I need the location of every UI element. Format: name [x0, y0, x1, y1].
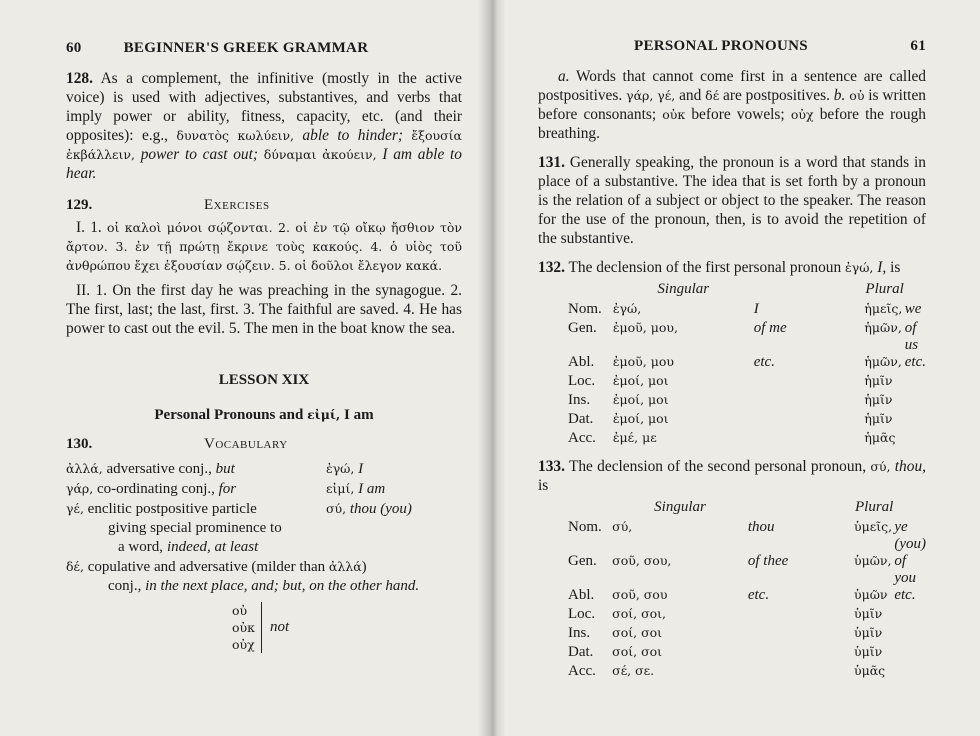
- greek-word: οὐ: [845, 88, 865, 103]
- declension-row: [568, 301, 926, 320]
- plural-translation: of you: [894, 553, 917, 586]
- section-130-heading: [66, 436, 462, 453]
- negative-meaning: not: [269, 619, 290, 635]
- singular-form: ἐμοῦ, μου: [612, 354, 674, 369]
- lesson-subtitle: [66, 407, 462, 424]
- case-label: Ins.: [568, 392, 591, 408]
- translation: able to hinder;: [294, 127, 412, 144]
- greek-word: γάρ, γέ,: [626, 88, 676, 103]
- negative-form: οὐκ: [232, 620, 255, 635]
- singular-form: σοῦ, σου,: [612, 553, 672, 568]
- vocab-greek: γέ,: [66, 501, 84, 516]
- section-text: is: [886, 259, 901, 276]
- translation: thou,: [890, 458, 926, 475]
- note-text: are postpositives.: [719, 87, 834, 104]
- note-text: and: [675, 87, 706, 104]
- singular-form: σοῦ, σου: [612, 587, 668, 602]
- section-129-heading: [66, 197, 462, 214]
- vocab-greek: ἀλλά,: [66, 461, 103, 476]
- note-label: b.: [833, 87, 846, 104]
- plural-form: ὑμῖν: [854, 644, 883, 659]
- plural-form: ὑμᾶς: [854, 663, 886, 678]
- section-132: [538, 258, 926, 277]
- singular-form: σοί, σοι,: [612, 606, 667, 621]
- singular-translation: etc.: [747, 587, 770, 603]
- vocab-gloss: adversative conj.,: [102, 461, 216, 477]
- translation: I am able to hear.: [66, 146, 463, 182]
- vocab-row: [66, 459, 462, 479]
- greek-example: ἔξουσία ἐκβάλλειν,: [66, 128, 462, 162]
- singular-form: ἐμέ, με: [612, 430, 657, 445]
- section-number: 129.: [66, 197, 93, 213]
- singular-form: ἐμοῦ, μου,: [612, 320, 678, 335]
- vocab-gloss: co-ordinating conj.,: [93, 481, 219, 497]
- plural-form: ἡμεῖς,: [864, 301, 903, 316]
- case-label: Ins.: [568, 625, 591, 641]
- subtitle-greek: εἰμί,: [307, 407, 341, 422]
- singular-form: σέ, σε.: [612, 663, 655, 678]
- exercise-part-2: II. 1. On the first day he was preaching in the synagogue. 2. The first, last; the last, first. 3. The faithful are saved. 4. He has power to cast out the evil. 5. The men in the boat know the sea.: [66, 282, 462, 337]
- note-text: is written before consonants;: [538, 87, 926, 123]
- vocab-greek: σύ,: [326, 501, 347, 516]
- column-singular: Singular: [654, 498, 706, 515]
- case-label: Nom.: [568, 301, 602, 317]
- vocab-gloss: a word,: [118, 539, 163, 555]
- singular-translation: etc.: [753, 354, 775, 370]
- plural-translation: ye (you): [894, 519, 927, 552]
- plural-form: ὑμῖν: [854, 606, 883, 621]
- case-label: Abl.: [568, 587, 595, 603]
- singular-translation: of thee: [747, 553, 789, 569]
- section-number: 131.: [538, 154, 565, 171]
- singular-translation: thou: [747, 519, 775, 535]
- greek-exercises: οἱ καλοὶ μόνοι σῴζονται. 2. οἱ ἐν τῷ οἴκῳ ἤσθιον τὸν ἄρτον. 3. ἐν τῇ πρώτῃ ἔκρινε τοὺς κακούς. 4. ὁ υἱὸς τοῦ ἀνθρώπου ἔχει ἐξουσίαν σῴζειν. 5. οἱ δοῦλοι ἔλεγον κακά.: [66, 220, 463, 273]
- running-head-left: BEGINNER'S GREEK GRAMMAR: [123, 40, 369, 56]
- plural-form: ἡμῶν,: [864, 354, 902, 369]
- section-number: 130.: [66, 436, 93, 452]
- vocab-gloss: conj.,: [108, 578, 146, 594]
- section-number: 128.: [66, 70, 93, 87]
- plural-translation: etc.: [894, 587, 916, 603]
- vocab-row: [66, 557, 462, 577]
- section-number: 133.: [538, 458, 565, 475]
- vocab-greek: ἀλλά: [328, 559, 362, 574]
- subtitle-text: I am: [340, 407, 374, 423]
- vocab-meaning: indeed, at least: [167, 539, 259, 555]
- case-label: Gen.: [568, 320, 597, 336]
- singular-form: σοί, σοι: [612, 625, 663, 640]
- declension-row: [568, 587, 926, 606]
- vocab-greek: ἐγώ,: [326, 461, 355, 476]
- negative-forms: [232, 602, 262, 653]
- vocab-gloss: copulative and adversative (milder than: [83, 559, 329, 575]
- declension-row: [568, 606, 926, 625]
- vocab-gloss: enclitic postpositive particle: [83, 501, 257, 517]
- note-text: before the rough breathing.: [538, 106, 926, 142]
- case-label: Acc.: [568, 430, 596, 446]
- declension-row: [568, 320, 926, 354]
- case-label: Gen.: [568, 553, 597, 569]
- singular-form: ἐμοί, μοι: [612, 392, 669, 407]
- case-label: Acc.: [568, 663, 596, 679]
- case-label: Loc.: [568, 606, 596, 622]
- page-number-left: 60: [66, 40, 82, 56]
- vocab-continuation: [66, 577, 462, 596]
- case-label: Dat.: [568, 644, 594, 660]
- vocab-greek: γάρ,: [66, 481, 94, 496]
- declension-row: [568, 430, 926, 449]
- negative-form: οὐ: [232, 603, 248, 618]
- section-number: 132.: [538, 259, 565, 276]
- vocab-row: [66, 499, 462, 519]
- plural-form: ὑμῶν,: [854, 553, 892, 568]
- case-label: Loc.: [568, 373, 596, 389]
- right-running-header: [538, 38, 926, 55]
- greek-word: ἐγώ,: [845, 260, 874, 275]
- negative-particle-group: [232, 602, 462, 653]
- declension-row: [568, 644, 926, 663]
- column-plural: Plural: [865, 280, 904, 297]
- plural-form: ἡμᾶς: [864, 430, 896, 445]
- vocabulary-heading: Vocabulary: [204, 436, 288, 452]
- plural-form: ἡμῖν: [864, 411, 893, 426]
- vocab-row: [66, 479, 462, 499]
- vocab-meaning: in the next place, and; but, on the other hand.: [145, 578, 420, 594]
- running-head-right: PERSONAL PRONOUNS: [634, 38, 808, 54]
- right-page: [490, 0, 980, 736]
- declension-row: [568, 373, 926, 392]
- declension-row: [568, 392, 926, 411]
- note-label: a.: [558, 68, 570, 85]
- vocab-continuation: [66, 538, 462, 557]
- plural-form: ὑμῖν: [854, 625, 883, 640]
- book-gutter-shadow: [478, 0, 506, 736]
- left-running-header: [66, 40, 462, 57]
- plural-form: ὑμεῖς,: [854, 519, 893, 534]
- exercise-label: I. 1.: [76, 219, 107, 236]
- plural-translation: we: [904, 301, 922, 317]
- vocab-continuation: giving special prominence to: [108, 520, 282, 536]
- singular-form: ἐμοί, μοι: [612, 411, 669, 426]
- vocab-meaning: for: [218, 481, 237, 497]
- section-text: is: [538, 477, 549, 494]
- plural-form: ἡμῖν: [864, 373, 893, 388]
- singular-form: ἐγώ,: [612, 301, 642, 316]
- plural-form: ὑμῶν: [854, 587, 888, 602]
- declension-table-su: [568, 495, 926, 682]
- greek-example: δύναμαι ἀκούειν,: [263, 147, 377, 162]
- greek-word: οὐχ: [790, 107, 814, 122]
- singular-translation: of me: [753, 320, 787, 336]
- declension-row: [568, 411, 926, 430]
- plural-translation: of us: [904, 320, 919, 353]
- subtitle-text: Personal Pronouns and: [154, 407, 308, 423]
- exercise-part-1: [66, 218, 462, 275]
- singular-form: σοί, σοι: [612, 644, 663, 659]
- singular-form: σύ,: [612, 519, 633, 534]
- vocab-meaning: I am: [354, 481, 386, 497]
- singular-form: ἐμοί, μοι: [612, 373, 669, 388]
- case-label: Abl.: [568, 354, 595, 370]
- declension-header: [568, 277, 926, 301]
- plural-translation: etc.: [904, 354, 926, 370]
- vocab-meaning: I: [354, 461, 364, 477]
- column-singular: Singular: [657, 280, 710, 297]
- case-label: Dat.: [568, 411, 594, 427]
- declension-row: [568, 663, 926, 682]
- vocab-greek: δέ,: [66, 559, 84, 574]
- declension-table-ego: [568, 277, 926, 449]
- vocab-meaning: thou (you): [346, 501, 412, 517]
- declension-header: [568, 495, 926, 519]
- page-number-right: 61: [910, 38, 926, 54]
- exercises-heading: Exercises: [204, 197, 270, 213]
- declension-row: [568, 519, 926, 553]
- translation: power to cast out;: [134, 146, 264, 163]
- section-131: [538, 153, 926, 248]
- note-text: before vowels;: [685, 106, 791, 123]
- greek-word: σύ,: [870, 459, 891, 474]
- greek-example: δυνατὸς κωλύειν,: [176, 128, 295, 143]
- vocab-gloss: ): [361, 559, 367, 575]
- declension-row: [568, 625, 926, 644]
- translation: I,: [873, 259, 887, 276]
- vocab-greek: εἰμί,: [326, 481, 355, 496]
- section-text: The declension of the second personal pronoun,: [564, 458, 871, 475]
- plural-form: ἡμῖν: [864, 392, 893, 407]
- vocab-meaning: but: [215, 461, 235, 477]
- declension-row: [568, 553, 926, 587]
- section-text: Generally speaking, the pronoun is a word that stands in place of a substantive. The idea that is set forth by a pronoun is the relation of a subject or object to the speaker. The reason for the use of the pronoun, then, is to avoid the repetition of the substantive.: [538, 154, 926, 247]
- section-text: As a complement, the infinitive (mostly in the active voice) is used with adjectives, substantives, and verbs that imply power or ability, fitness, capacity, etc. (and their opposites): e.g.,: [66, 70, 462, 144]
- plural-form: ἡμῶν,: [864, 320, 902, 335]
- note-text: Words that cannot come first in a sentence are called postpositives.: [538, 68, 926, 104]
- postpositives-note: [538, 67, 926, 143]
- declension-row: [568, 354, 926, 373]
- negative-form: οὐχ: [232, 637, 255, 652]
- case-label: Nom.: [568, 519, 602, 535]
- column-plural: Plural: [855, 498, 894, 515]
- section-text: The declension of the first personal pronoun: [564, 259, 846, 276]
- section-128: [66, 69, 462, 183]
- greek-word: δέ: [705, 88, 720, 103]
- singular-translation: I: [753, 301, 759, 317]
- greek-word: οὐκ: [662, 107, 686, 122]
- lesson-title: LESSON XIX: [218, 372, 310, 388]
- section-133: [538, 457, 926, 495]
